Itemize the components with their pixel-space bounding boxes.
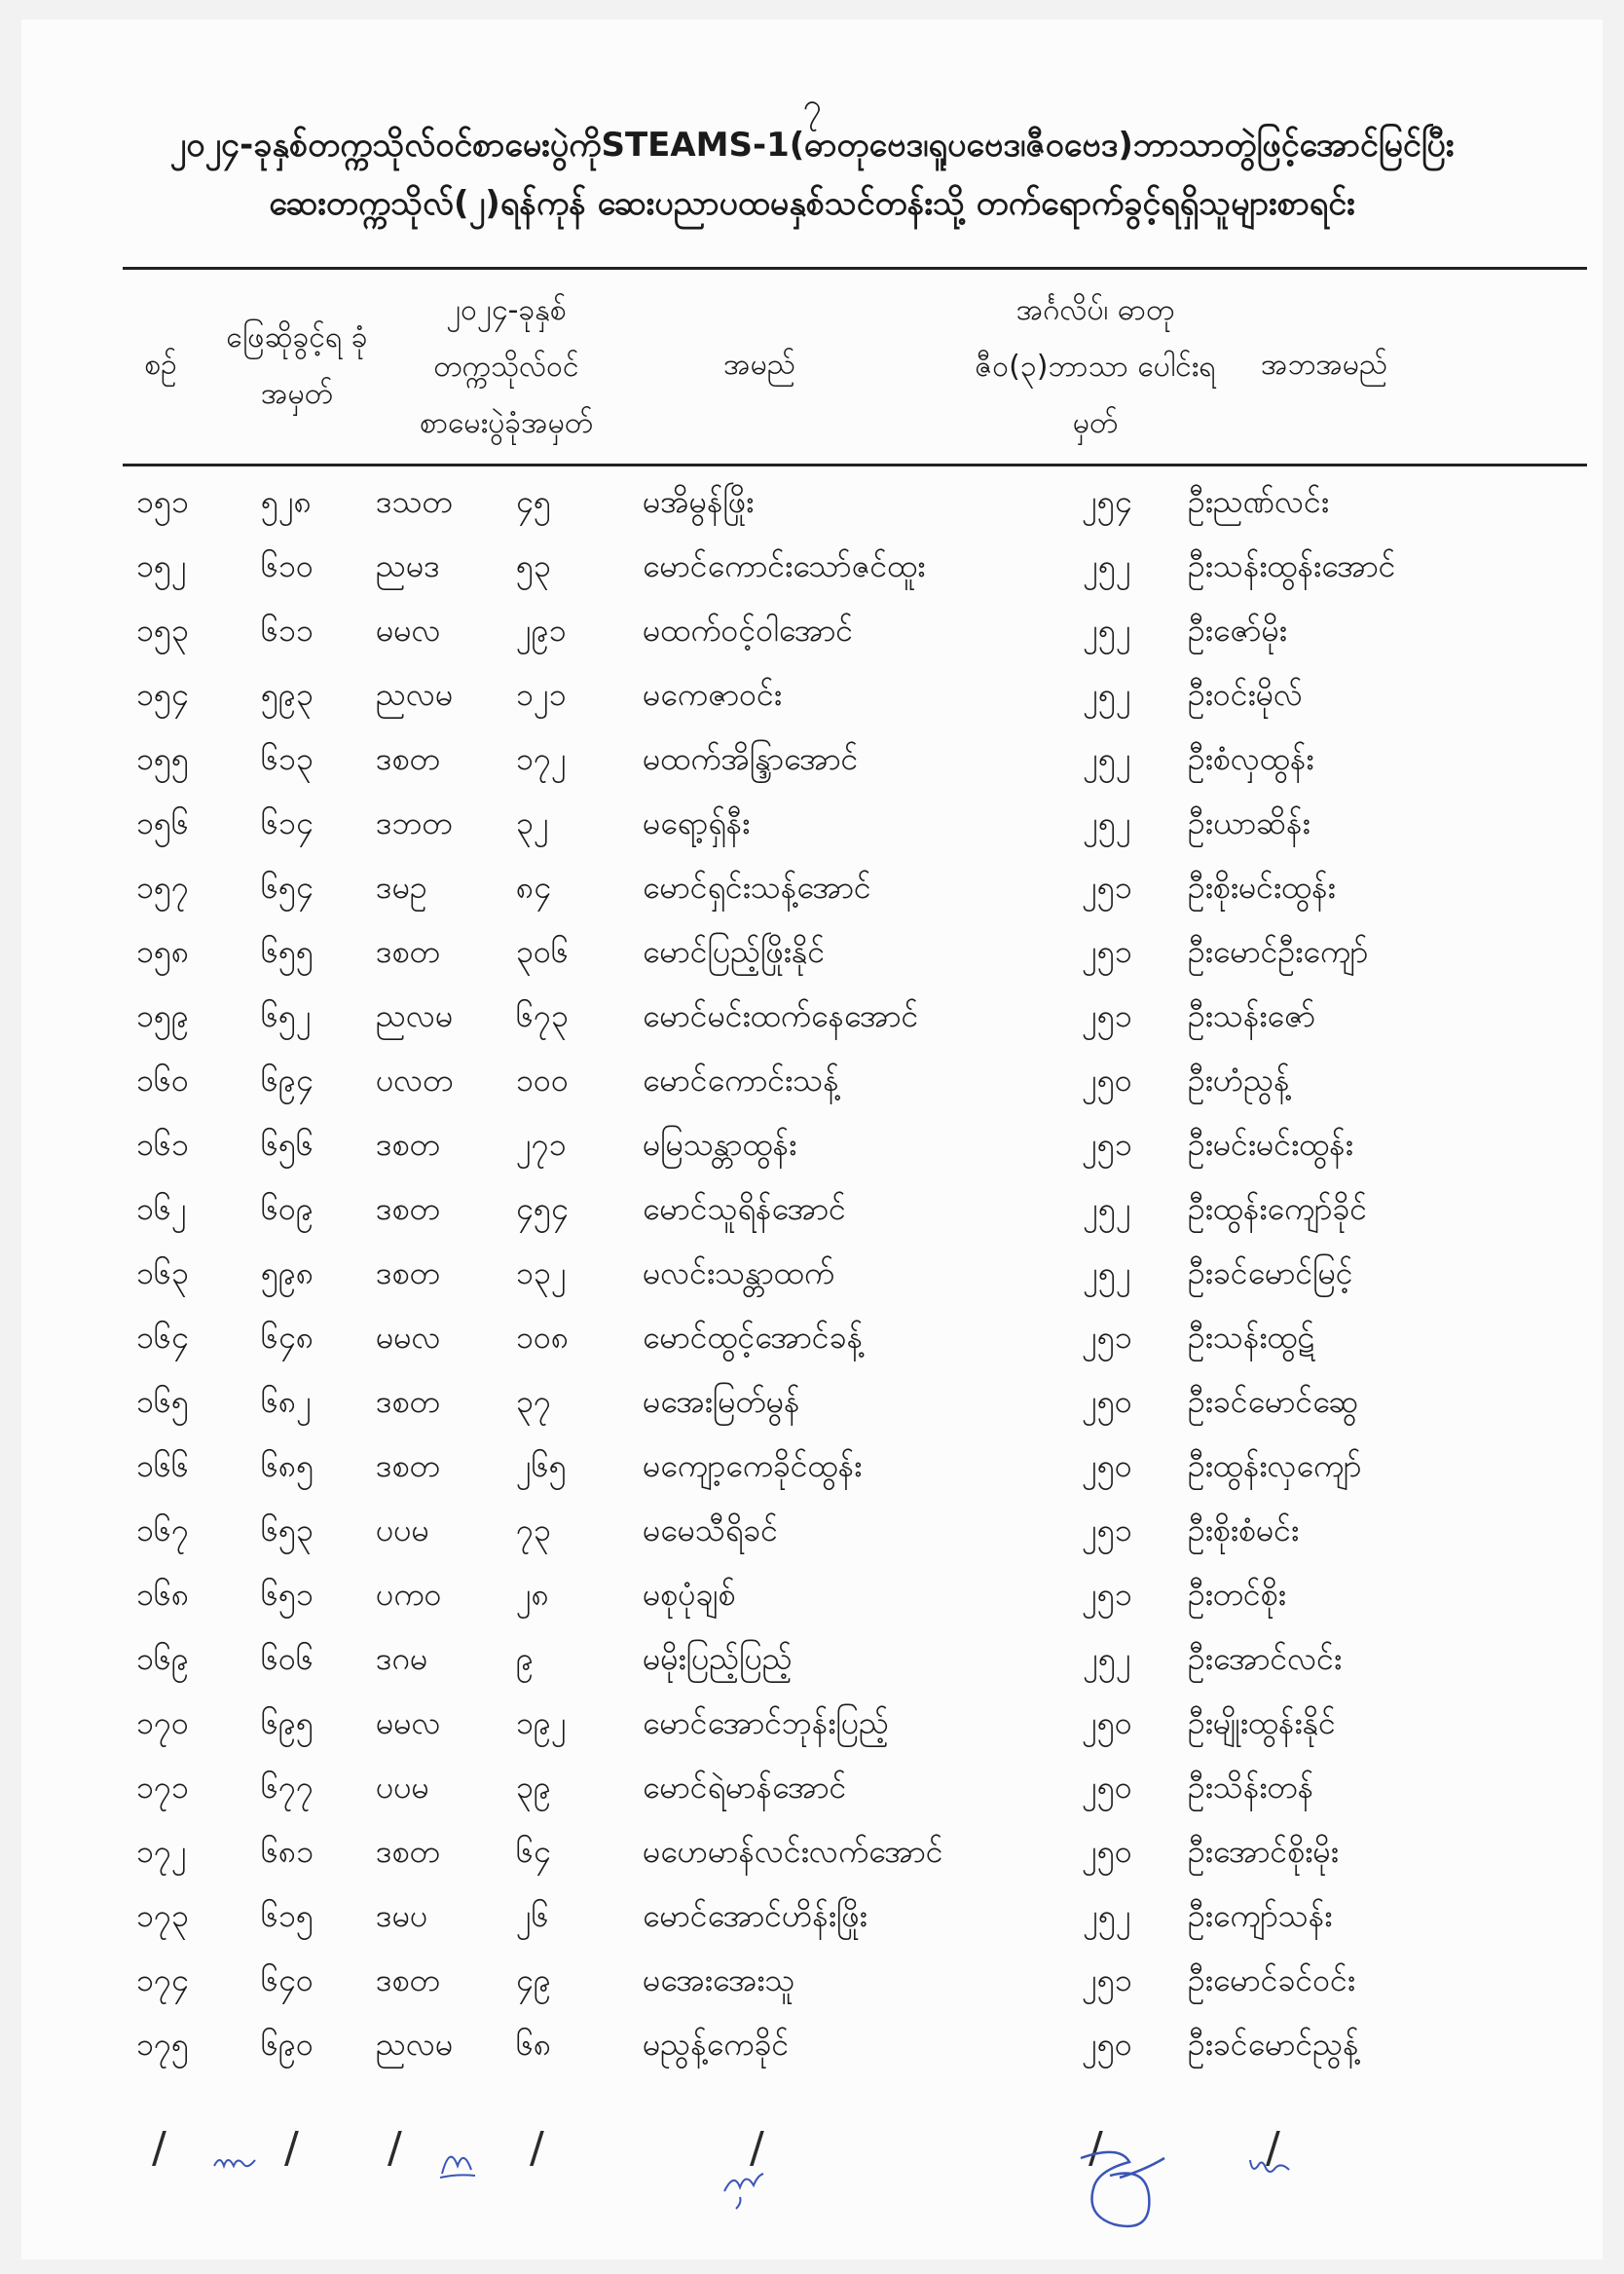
exam-code-cell: ပပမ [376,1511,429,1548]
name-cell: မမိုးပြည့်ပြည့် [643,1640,793,1677]
father-name-cell: ဦးစိုးမင်းထွန်း [1188,869,1336,906]
table-row [0,738,1624,802]
exam-number-cell: ၁၃၂ [516,1254,567,1291]
exam-number-cell: ၆၈ [516,2026,552,2063]
check-slash: / [388,2123,402,2173]
exam-number-cell: ၃၉ [516,1769,551,1806]
name-cell: မောင်ရှင်းသန့်အောင် [643,869,871,906]
roll-cell: ၆၅၆ [261,1126,314,1163]
serial-cell: ၁၇၁ [136,1769,189,1806]
roll-cell: ၆၄၈ [261,1319,314,1356]
exam-code-cell: ဒစတ [376,933,440,970]
exam-number-cell: ၇၃ [516,1511,551,1548]
father-name-cell: ဦးစံလှထွန်း [1188,740,1314,777]
exam-code-cell: ဒစတ [376,1833,440,1870]
father-name-cell: ဦးဇော်မိုး [1188,612,1287,649]
exam-code-cell: ဒစတ [376,1961,440,1998]
serial-cell: ၁၇၄ [136,1961,189,1998]
table-row [0,1959,1624,2024]
table-top-rule [123,267,1587,270]
initial-signature-icon [1246,2152,1295,2178]
father-name-cell: ဦးထွန်းကျော်ခိုင် [1188,1190,1368,1227]
father-name-cell: ဦးညဏ်လင်း [1188,483,1329,520]
score-cell: ၂၅၁ [1082,1126,1132,1163]
serial-cell: ၁၆၇ [136,1511,189,1548]
father-name-cell: ဦးသိန်းတန် [1188,1769,1314,1806]
roll-cell: ၆၉၄ [261,1062,314,1099]
roll-cell: ၆၁၅ [261,1897,314,1934]
score-cell: ၂၅၀ [1082,1383,1132,1420]
score-cell: ၂၅၁ [1082,1961,1132,1998]
official-signature-icon [1052,2139,1178,2236]
name-cell: မရော့ရှ်နီး [643,804,751,841]
table-row [0,481,1624,545]
exam-code-cell: ညလမ [376,997,454,1034]
score-cell: ၂၅၂ [1083,740,1131,777]
exam-code-cell: ဒမဥ [376,869,427,906]
roll-cell: ၆၈၁ [261,1833,314,1870]
roll-cell: ၆၄၀ [261,1961,314,1998]
roll-cell: ၅၉၈ [261,1254,314,1291]
check-slash: / [750,2123,764,2173]
serial-cell: ၁၅၄ [136,676,189,713]
check-slash: / [1266,2123,1280,2173]
exam-number-cell: ၂၇၁ [516,1126,567,1163]
roll-cell: ၆၀၉ [261,1190,314,1227]
exam-code-cell: ဒစတ [376,740,440,777]
table-row [0,1124,1624,1188]
exam-code-cell: ညလမ [376,2026,454,2063]
exam-code-cell: ဒဂမ [376,1640,428,1677]
table-row [0,1702,1624,1767]
header-name: အမည် [723,348,795,382]
exam-code-cell: ဒစတ [376,1254,440,1291]
score-cell: ၂၅၂ [1083,1897,1131,1934]
exam-number-cell: ၁၀၀ [516,1062,569,1099]
name-cell: မောင်ကောင်းသော်ဇင်ထူး [643,547,926,584]
table-row [0,674,1624,738]
exam-code-cell: ပလတ [376,1062,454,1099]
serial-cell: ၁၇၀ [136,1704,189,1741]
table-row [0,1831,1624,1895]
serial-cell: ၁၅၁ [136,483,189,520]
initial-signature-icon [719,2152,769,2211]
roll-cell: ၆၉၅ [261,1704,314,1741]
initial-signature-icon [210,2146,259,2176]
score-cell: ၂၅၁ [1082,869,1132,906]
table-row [0,545,1624,610]
score-cell: ၂၅၂ [1083,547,1131,584]
exam-number-cell: ၁၇၂ [516,740,567,777]
serial-cell: ၁၇၅ [136,2026,189,2063]
score-cell: ၂၅၄ [1082,483,1132,520]
serial-cell: ၁၅၉ [136,997,189,1034]
table-header-rule [123,464,1587,466]
table-row [0,1574,1624,1638]
score-cell: ၂၅၀ [1082,1062,1132,1099]
table-row [0,931,1624,995]
father-name-cell: ဦးမင်းမင်းထွန်း [1188,1126,1353,1163]
father-name-cell: ဦးတင်စိုး [1188,1576,1286,1613]
page-number: ၇ [802,87,822,126]
exam-code-cell: ညလမ [376,676,454,713]
exam-number-cell: ၄၉ [516,1961,551,1998]
exam-number-cell: ၄၅ [516,483,551,520]
father-name-cell: ဦးခင်မောင်ဆွေ [1188,1383,1359,1420]
serial-cell: ၁၆၀ [136,1062,189,1099]
serial-cell: ၁၇၃ [136,1897,189,1934]
name-cell: မဟေမာန်လင်းလက်အောင် [643,1833,943,1870]
exam-number-cell: ၃၂ [516,804,549,841]
roll-cell: ၅၉၃ [261,676,314,713]
exam-number-cell: ၅၃ [516,547,551,584]
roll-cell: ၆၅၅ [261,933,314,970]
name-cell: မောင်အောင်ဟိန်းဖြိုး [643,1897,867,1934]
exam-code-cell: မမလ [376,1319,441,1356]
table-row [0,1767,1624,1831]
score-cell: ၂၅၀ [1082,1447,1132,1484]
name-cell: မထက်အိန္ဒြာအောင် [643,740,859,777]
serial-cell: ၁၅၈ [136,933,190,970]
serial-cell: ၁၅၅ [136,740,189,777]
serial-cell: ၁၆၄ [136,1319,189,1356]
exam-code-cell: ဒစတ [376,1383,440,1420]
table-row [0,1445,1624,1510]
score-cell: ၂၅၁ [1082,997,1132,1034]
table-row [0,2024,1624,2088]
check-slash: / [284,2123,299,2173]
table-row [0,1060,1624,1124]
serial-cell: ၁၆၂ [136,1190,187,1227]
score-cell: ၂၅၀ [1082,1704,1132,1741]
score-cell: ၂၅၀ [1082,1769,1132,1806]
name-cell: မောင်ကောင်းသန့် [643,1062,839,1099]
header-roll: ဖြေဆိုခွင့်ရ ခုံအမှတ် [226,320,368,411]
exam-number-cell: ၂၆၅ [516,1447,567,1484]
father-name-cell: ဦးအောင်လင်း [1188,1640,1343,1677]
name-cell: မောင်မင်းထက်နေအောင် [643,997,919,1034]
roll-cell: ၆၅၁ [261,1576,314,1613]
serial-cell: ၁၆၈ [136,1576,190,1613]
exam-code-cell: ဒစတ [376,1447,440,1484]
serial-cell: ၁၅၇ [136,869,189,906]
exam-number-cell: ၆၄ [516,1833,551,1870]
score-cell: ၂၅၂ [1083,1254,1131,1291]
document-title-line-1: ၂၀၂၄-ခုနှစ်တက္ကသိုလ်ဝင်စာမေးပွဲကိုSTEAMS-1(ဓာတုဗေဒ၊ရူပဗေဒ၊ဇီဝဗေဒ)ဘာသာတွဲဖြင့်အောင်မြင်ပြီး [169,126,1455,165]
name-cell: မအေးမြတ်မွန် [643,1383,800,1420]
score-cell: ၂၅၀ [1082,2026,1132,2063]
exam-number-cell: ၁၂၁ [516,676,567,713]
score-cell: ၂၅၂ [1083,612,1131,649]
roll-cell: ၆၈၅ [261,1447,314,1484]
exam-code-cell: ဒစတ [376,1126,440,1163]
exam-number-cell: ၃၀၆ [516,933,569,970]
exam-code-cell: မမလ [376,1704,441,1741]
header-score: အင်္ဂလိပ်၊ ဓာတု ဇီဝ(၃)ဘာသာ ပေါင်းရမှတ် [975,293,1216,440]
initial-signature-icon [436,2139,481,2181]
exam-number-cell: ၂၈ [516,1576,549,1613]
score-cell: ၂၅၂ [1083,1640,1131,1677]
name-cell: မောင်သူရိန်အောင် [643,1190,846,1227]
header-father-name: အဘအမည် [1260,348,1388,382]
exam-code-cell: မမလ [376,612,441,649]
name-cell: မလင်းသန္တာထက် [643,1254,835,1291]
name-cell: မအိမွန်ဖြိုး [643,483,755,520]
roll-cell: ၆၅၄ [261,869,314,906]
table-row [0,1895,1624,1959]
score-cell: ၂၅၁ [1082,1319,1132,1356]
score-cell: ၂၅၁ [1082,933,1132,970]
name-cell: မောင်အောင်ဘုန်းပြည့် [643,1704,890,1741]
exam-number-cell: ၄၅၄ [516,1190,569,1227]
score-cell: ၂၅၂ [1083,804,1131,841]
name-cell: မအေးအေးသူ [643,1961,795,1998]
father-name-cell: ဦးသန်းဇော် [1188,997,1316,1034]
roll-cell: ၆၁၄ [261,804,314,841]
father-name-cell: ဦးခင်မောင်ညွန့် [1188,2026,1359,2063]
father-name-cell: ဦးခင်မောင်မြင့် [1188,1254,1353,1291]
exam-number-cell: ၁၉၂ [516,1704,567,1741]
name-cell: မမေသီရိခင် [643,1511,778,1548]
table-row [0,610,1624,674]
name-cell: မကျော့ကေခိုင်ထွန်း [643,1447,863,1484]
father-name-cell: ဦးအောင်စိုးမိုး [1188,1833,1339,1870]
score-cell: ၂၅၂ [1083,676,1131,713]
score-cell: ၂၅၂ [1083,1190,1131,1227]
table-row [0,1638,1624,1702]
father-name-cell: ဦးမောင်ခင်ဝင်း [1188,1961,1356,1998]
roll-cell: ၆၁၁ [261,612,314,649]
exam-number-cell: ၁၀၈ [516,1319,570,1356]
score-cell: ၂၅၁ [1082,1511,1132,1548]
score-cell: ၂၅၁ [1082,1576,1132,1613]
roll-cell: ၆၅၂ [261,997,312,1034]
exam-number-cell: ၃၇ [516,1383,551,1420]
name-cell: မောင်ပြည့်ဖြိုးနိုင် [643,933,826,970]
name-cell: မမြသန္တာထွန်း [643,1126,797,1163]
check-slash: / [530,2123,544,2173]
roll-cell: ၆၁၀ [261,547,314,584]
roll-cell: ၆၇၇ [261,1769,314,1806]
exam-code-cell: ပပမ [376,1769,429,1806]
father-name-cell: ဦးဟံညွန့် [1188,1062,1290,1099]
name-cell: မောင်ထွင့်အောင်ခန့် [643,1319,864,1356]
serial-cell: ၁၅၃ [136,612,189,649]
table-row [0,995,1624,1060]
name-cell: မစုပုံချစ် [643,1576,736,1613]
roll-cell: ၆၁၃ [261,740,314,777]
table-row [0,802,1624,867]
exam-code-cell: ဒမပ [376,1897,428,1934]
father-name-cell: ဦးဝင်းမိုလ် [1188,676,1303,713]
score-cell: ၂၅၀ [1082,1833,1132,1870]
serial-cell: ၁၆၆ [136,1447,189,1484]
father-name-cell: ဦးကျော်သန်း [1188,1897,1333,1934]
name-cell: မောင်ရဲမာန်အောင် [643,1769,847,1806]
serial-cell: ၁၆၉ [136,1640,189,1677]
document-title-line-2: ဆေးတက္ကသိုလ်(၂)ရန်ကုန် ဆေးပညာပထမနှစ်သင်တန်းသို့ တက်ရောက်ခွင့်ရရှိသူများစာရင်း [269,184,1355,223]
exam-number-cell: ၆၇၃ [516,997,569,1034]
exam-code-cell: ဒစတ [376,1190,440,1227]
name-cell: မညွန့်ကေခိုင် [643,2026,790,2063]
exam-code-cell: ဒသတ [376,483,453,520]
serial-cell: ၁၆၁ [136,1126,189,1163]
father-name-cell: ဦးယာဆိန်း [1188,804,1310,841]
name-cell: မကေဇာဝင်း [643,676,782,713]
table-row [0,1252,1624,1317]
exam-code-cell: ဒဘတ [376,804,453,841]
father-name-cell: ဦးသန်းထွဋ် [1188,1319,1315,1356]
exam-number-cell: ၈၄ [516,869,552,906]
roll-cell: ၆၅၃ [261,1511,314,1548]
father-name-cell: ဦးစိုးစံမင်း [1188,1511,1300,1548]
verification-marks [0,2123,1624,2240]
table-row [0,867,1624,931]
exam-code-cell: ညမဒ [376,547,440,584]
exam-number-cell: ၉ [516,1640,534,1677]
roll-cell: ၆၈၂ [261,1383,312,1420]
serial-cell: ၁၆၅ [136,1383,189,1420]
roll-cell: ၆၉၀ [261,2026,314,2063]
name-cell: မထက်ဝင့်ဝါအောင် [643,612,854,649]
roll-cell: ၅၂၈ [261,483,312,520]
exam-code-cell: ပကဝ [376,1576,442,1613]
header-serial: စဉ် [144,348,177,382]
serial-cell: ၁၇၂ [136,1833,187,1870]
serial-cell: ၁၅၂ [136,547,187,584]
check-slash: / [1089,2123,1103,2173]
table-row [0,1510,1624,1574]
father-name-cell: ဦးမျိုးထွန်းနိုင် [1188,1704,1336,1741]
father-name-cell: ဦးမောင်ဦးကျော် [1188,933,1369,970]
serial-cell: ၁၅၆ [136,804,189,841]
father-name-cell: ဦးထွန်းလှကျော် [1188,1447,1362,1484]
exam-number-cell: ၂၆ [516,1897,549,1934]
serial-cell: ၁၆၃ [136,1254,189,1291]
check-slash: / [152,2123,166,2173]
table-row [0,1188,1624,1252]
table-row [0,1381,1624,1445]
exam-number-cell: ၂၉၁ [516,612,567,649]
table-row [0,1317,1624,1381]
father-name-cell: ဦးသန်းထွန်းအောင် [1188,547,1396,584]
header-exam-roll: ၂၀၂၄-ခုနှစ် တက္ကသိုလ်ဝင် စာမေးပွဲခုံအမှတ် [419,293,594,440]
roll-cell: ၆၀၆ [261,1640,314,1677]
